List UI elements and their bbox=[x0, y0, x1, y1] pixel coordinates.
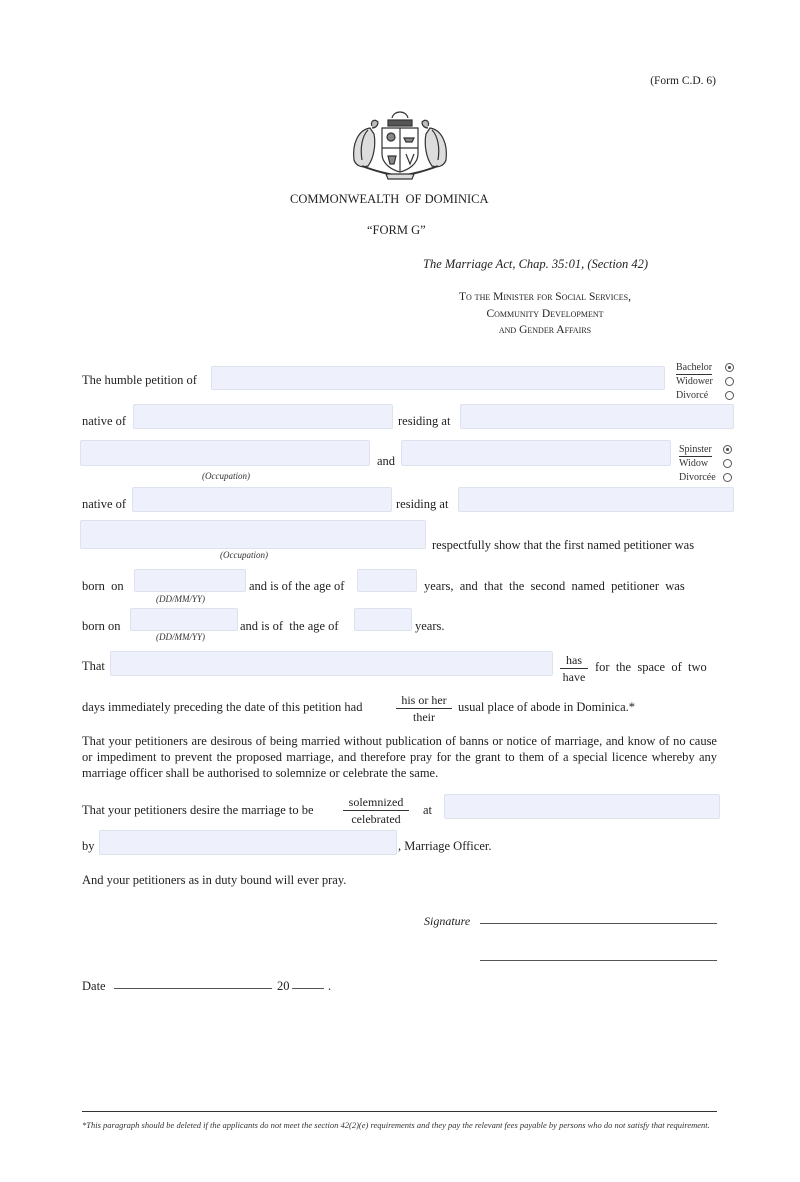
addressee-block bbox=[400, 289, 690, 339]
marriage-officer-field[interactable] bbox=[99, 830, 397, 855]
date-period: . bbox=[328, 979, 332, 993]
desire-text: That your petitioners desire the marriage to be bbox=[82, 803, 314, 817]
petitioner2-occupation-field[interactable] bbox=[80, 520, 426, 549]
year-line[interactable] bbox=[292, 988, 324, 989]
year-prefix: 20 bbox=[277, 979, 290, 993]
petitioner2-residing-at-field[interactable] bbox=[458, 487, 734, 512]
petitioner2-native-of-field[interactable] bbox=[132, 487, 392, 512]
humble-petition-label: The humble petition of bbox=[82, 373, 197, 387]
addressee-line: and Gender Affairs bbox=[498, 324, 592, 336]
marriage-location-field[interactable] bbox=[444, 794, 720, 819]
occupation-hint-1: (Occupation) bbox=[202, 471, 250, 481]
signature-label: Signature bbox=[424, 914, 471, 928]
his-their-choice[interactable] bbox=[396, 694, 452, 723]
date-label: Date bbox=[82, 979, 106, 993]
petitioner1-birth-date-field[interactable] bbox=[134, 569, 246, 592]
form-name: “FORM G” bbox=[367, 223, 426, 237]
petitioner2-birth-date-field[interactable] bbox=[130, 608, 238, 631]
celebrated-option[interactable]: celebrated bbox=[351, 812, 401, 826]
status-widow-radio[interactable] bbox=[723, 459, 732, 468]
addressee-line: To the Minister for Social Services, bbox=[459, 291, 631, 303]
coat-of-arms-emblem bbox=[348, 108, 452, 180]
desirous-paragraph: That your petitioners are desirous of being married without publication of banns or notice of marriage, and know of no cause or impediment to prevent the proposed marriage, and therefore pray for the grant to them of a special licence whereby any marriage officer shall be authorised to solemnize or celebrate the same. bbox=[82, 734, 717, 780]
officer-text: , Marriage Officer. bbox=[398, 839, 492, 853]
act-reference: The Marriage Act, Chap. 35:01, (Section 42) bbox=[423, 257, 649, 271]
at-label: at bbox=[423, 803, 433, 817]
that-person-field[interactable] bbox=[110, 651, 553, 676]
form-code: (Form C.D. 6) bbox=[650, 75, 716, 87]
petitioner1-age-field[interactable] bbox=[357, 569, 417, 592]
petitioner2-age-field[interactable] bbox=[354, 608, 412, 631]
status-widow-label: Widow bbox=[679, 458, 709, 469]
have-option[interactable]: have bbox=[562, 670, 586, 684]
born-on-label-1: born on bbox=[82, 579, 124, 593]
petitioner2-name-field[interactable] bbox=[401, 440, 671, 466]
space-text: for the space of two bbox=[595, 660, 707, 674]
native-of-label-1: native of bbox=[82, 414, 127, 428]
age-label-2: and is of the age of bbox=[240, 619, 339, 633]
addressee-line: Community Development bbox=[486, 307, 604, 320]
solemnized-celebrated-choice[interactable] bbox=[343, 796, 409, 825]
days-text: days immediately preceding the date of this petition had bbox=[82, 700, 363, 714]
status-divorcee-radio[interactable] bbox=[723, 473, 732, 482]
status-spinster-radio[interactable] bbox=[723, 445, 732, 454]
age-label-1: and is of the age of bbox=[249, 579, 345, 593]
status-spinster-label: Spinster bbox=[679, 444, 712, 455]
native-of-label-2: native of bbox=[82, 497, 127, 511]
years-second-text: years, and that the second named petitioner was bbox=[424, 579, 685, 593]
footnote-divider bbox=[82, 1111, 717, 1112]
date-hint-2: (DD/MM/YY) bbox=[156, 632, 205, 642]
his-or-her-option[interactable]: his or her bbox=[396, 694, 452, 709]
residing-at-label-1: residing at bbox=[398, 414, 451, 428]
country-heading: COMMONWEALTH OF DOMINICA bbox=[290, 192, 489, 206]
status-divorce-radio[interactable] bbox=[725, 391, 734, 400]
footnote-text: *This paragraph should be deleted if the applicants do not meet the section 42(2)(e) requirements and they pay the relevant fees payable by persons who do not satisfy that requirement. bbox=[82, 1120, 710, 1130]
status-bachelor-label: Bachelor bbox=[676, 362, 713, 373]
solemnized-option[interactable]: solemnized bbox=[343, 796, 409, 811]
born-on-label-2: born on bbox=[82, 619, 121, 633]
coat-of-arms-icon bbox=[348, 108, 452, 180]
status-widower-label: Widower bbox=[676, 376, 713, 387]
has-have-choice[interactable] bbox=[560, 654, 588, 683]
by-label: by bbox=[82, 839, 95, 853]
years-text: years. bbox=[415, 619, 445, 633]
date-hint-1: (DD/MM/YY) bbox=[156, 594, 205, 604]
abode-text: usual place of abode in Dominica.* bbox=[458, 700, 636, 714]
petitioner1-residing-at-field[interactable] bbox=[460, 404, 734, 429]
signature-line-1[interactable] bbox=[480, 923, 717, 924]
respectfully-text: respectfully show that the first named petitioner was bbox=[432, 538, 695, 552]
and-label: and bbox=[377, 454, 396, 468]
status-widower-radio[interactable] bbox=[725, 377, 734, 386]
has-option[interactable]: has bbox=[560, 654, 588, 669]
residing-at-label-2: residing at bbox=[396, 497, 449, 511]
occupation-hint-2: (Occupation) bbox=[220, 550, 268, 560]
pray-text: And your petitioners as in duty bound will ever pray. bbox=[82, 873, 347, 887]
petitioner1-native-of-field[interactable] bbox=[133, 404, 393, 429]
status-divorcee-label: Divorcée bbox=[679, 472, 716, 483]
status-bachelor-radio[interactable] bbox=[725, 363, 734, 372]
that-label: That bbox=[82, 659, 105, 673]
signature-line-2[interactable] bbox=[480, 960, 717, 961]
their-option[interactable]: their bbox=[413, 710, 435, 724]
status-divorce-label: Divorcé bbox=[676, 390, 709, 401]
petitioner1-name-field[interactable] bbox=[211, 366, 665, 390]
petitioner1-occupation-field[interactable] bbox=[80, 440, 370, 466]
date-line[interactable] bbox=[114, 988, 272, 989]
